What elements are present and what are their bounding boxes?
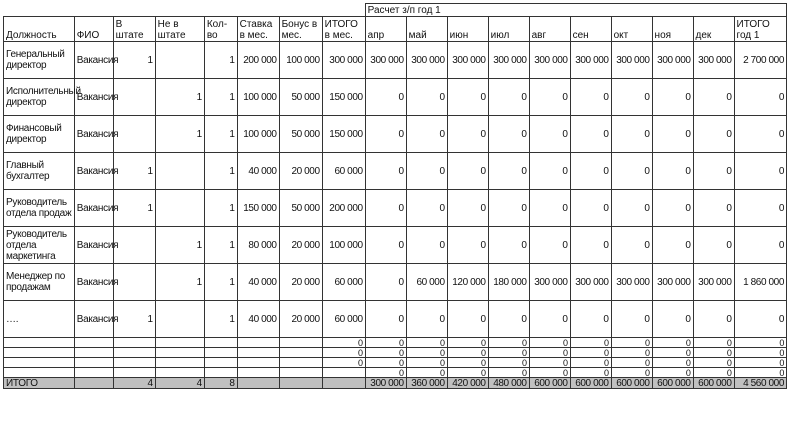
value-cell[interactable]: 0 — [406, 348, 447, 358]
value-cell[interactable]: 40 000 — [237, 264, 279, 301]
value-cell[interactable]: 300 000 — [488, 42, 529, 79]
name-cell[interactable]: Вакансия — [74, 190, 113, 227]
position-cell[interactable]: Исполнительный директор — [4, 79, 75, 116]
value-cell[interactable]: 50 000 — [279, 79, 322, 116]
column-header[interactable]: Не в штате — [155, 17, 204, 42]
value-cell[interactable]: 1 — [204, 153, 237, 190]
value-cell[interactable]: 0 — [447, 190, 488, 227]
value-cell[interactable]: 0 — [652, 358, 693, 368]
value-cell[interactable]: 0 — [611, 190, 652, 227]
value-cell[interactable]: 0 — [365, 338, 406, 348]
name-cell[interactable]: Вакансия — [74, 301, 113, 338]
name-cell[interactable]: Вакансия — [74, 116, 113, 153]
name-cell[interactable]: Вакансия — [74, 42, 113, 79]
total-cell[interactable] — [74, 378, 113, 389]
value-cell[interactable] — [113, 227, 155, 264]
total-cell[interactable] — [237, 378, 279, 389]
value-cell[interactable]: 0 — [652, 348, 693, 358]
value-cell[interactable]: 0 — [488, 338, 529, 348]
column-header[interactable]: апр — [365, 17, 406, 42]
value-cell[interactable] — [237, 358, 279, 368]
value-cell[interactable]: 0 — [611, 358, 652, 368]
value-cell[interactable] — [4, 358, 75, 368]
value-cell[interactable] — [74, 348, 113, 358]
value-cell[interactable]: 0 — [652, 301, 693, 338]
value-cell[interactable] — [155, 153, 204, 190]
value-cell[interactable]: 1 — [204, 190, 237, 227]
column-header[interactable]: ноя — [652, 17, 693, 42]
empty-row — [4, 348, 787, 358]
value-cell[interactable]: 0 — [488, 301, 529, 338]
value-cell[interactable]: 100 000 — [237, 79, 279, 116]
position-cell[interactable]: Менеджер по продажам — [4, 264, 75, 301]
empty-row — [4, 358, 787, 368]
value-cell[interactable]: 40 000 — [237, 153, 279, 190]
value-cell[interactable] — [113, 368, 155, 378]
table-row — [4, 227, 787, 264]
value-cell[interactable]: 0 — [365, 264, 406, 301]
value-cell[interactable]: 300 000 — [652, 42, 693, 79]
value-cell[interactable]: 0 — [652, 227, 693, 264]
name-cell[interactable]: Вакансия — [74, 153, 113, 190]
value-cell[interactable] — [74, 338, 113, 348]
column-header[interactable]: ИТОГО в мес. — [322, 17, 365, 42]
value-cell[interactable]: 0 — [365, 79, 406, 116]
value-cell[interactable]: 0 — [406, 301, 447, 338]
value-cell[interactable] — [237, 348, 279, 358]
value-cell[interactable]: 0 — [570, 348, 611, 358]
group-header-row — [4, 4, 787, 17]
column-header[interactable]: Должность — [4, 17, 75, 42]
total-cell[interactable]: 600 000 — [570, 378, 611, 389]
column-header[interactable]: В штате — [113, 17, 155, 42]
value-cell[interactable]: 0 — [406, 338, 447, 348]
total-cell[interactable]: 4 — [113, 378, 155, 389]
value-cell[interactable]: 0 — [447, 153, 488, 190]
value-cell[interactable]: 0 — [570, 227, 611, 264]
salary-table — [3, 3, 787, 389]
value-cell[interactable]: 0 — [611, 301, 652, 338]
value-cell[interactable]: 0 — [611, 348, 652, 358]
value-cell[interactable] — [155, 338, 204, 348]
value-cell[interactable]: 0 — [734, 153, 786, 190]
column-header-row — [4, 17, 787, 42]
value-cell[interactable]: 0 — [365, 368, 406, 378]
column-header[interactable]: июл — [488, 17, 529, 42]
value-cell[interactable]: 0 — [734, 227, 786, 264]
value-cell[interactable]: 0 — [570, 116, 611, 153]
position-cell[interactable]: Главный бухгалтер — [4, 153, 75, 190]
value-cell[interactable]: 100 000 — [237, 116, 279, 153]
name-cell[interactable]: Вакансия — [74, 264, 113, 301]
total-cell[interactable]: 600 000 — [652, 378, 693, 389]
value-cell[interactable]: 0 — [611, 368, 652, 378]
column-header[interactable]: ИТОГО год 1 — [734, 17, 786, 42]
value-cell[interactable] — [113, 348, 155, 358]
name-cell[interactable]: Вакансия — [74, 227, 113, 264]
total-cell[interactable]: 300 000 — [365, 378, 406, 389]
value-cell[interactable]: 150 000 — [322, 116, 365, 153]
value-cell[interactable]: 50 000 — [279, 116, 322, 153]
value-cell[interactable]: 0 — [529, 338, 570, 348]
position-cell[interactable]: Генеральный директор — [4, 42, 75, 79]
value-cell[interactable]: 0 — [652, 338, 693, 348]
value-cell[interactable]: 0 — [322, 348, 365, 358]
value-cell[interactable]: 1 — [155, 264, 204, 301]
value-cell[interactable]: 300 000 — [570, 264, 611, 301]
value-cell[interactable]: 0 — [652, 79, 693, 116]
value-cell[interactable] — [204, 358, 237, 368]
value-cell[interactable] — [155, 368, 204, 378]
value-cell[interactable]: 0 — [734, 190, 786, 227]
value-cell[interactable]: 0 — [529, 190, 570, 227]
value-cell[interactable]: 0 — [734, 116, 786, 153]
position-cell[interactable]: Руководитель отдела продаж — [4, 190, 75, 227]
value-cell[interactable]: 0 — [447, 79, 488, 116]
salary-sheet — [3, 3, 787, 389]
value-cell[interactable] — [279, 338, 322, 348]
column-header[interactable]: ФИО — [74, 17, 113, 42]
value-cell[interactable]: 300 000 — [652, 264, 693, 301]
value-cell[interactable]: 0 — [570, 190, 611, 227]
value-cell[interactable]: 0 — [488, 190, 529, 227]
column-header[interactable]: июн — [447, 17, 488, 42]
table-row — [4, 264, 787, 301]
table-row — [4, 301, 787, 338]
value-cell[interactable]: 0 — [488, 348, 529, 358]
value-cell[interactable] — [113, 358, 155, 368]
value-cell[interactable]: 0 — [570, 79, 611, 116]
value-cell[interactable]: 0 — [611, 338, 652, 348]
value-cell[interactable] — [279, 358, 322, 368]
value-cell[interactable]: 300 000 — [365, 42, 406, 79]
value-cell[interactable] — [113, 116, 155, 153]
value-cell[interactable]: 0 — [570, 301, 611, 338]
value-cell[interactable]: 0 — [529, 116, 570, 153]
total-cell[interactable] — [322, 378, 365, 389]
value-cell[interactable]: 0 — [406, 79, 447, 116]
value-cell[interactable]: 60 000 — [322, 264, 365, 301]
value-cell[interactable]: 0 — [447, 338, 488, 348]
value-cell[interactable]: 0 — [447, 348, 488, 358]
value-cell[interactable]: 1 — [204, 79, 237, 116]
value-cell[interactable] — [113, 264, 155, 301]
value-cell[interactable] — [237, 368, 279, 378]
value-cell[interactable]: 1 — [155, 79, 204, 116]
value-cell[interactable]: 200 000 — [322, 190, 365, 227]
value-cell[interactable]: 300 000 — [529, 42, 570, 79]
value-cell[interactable]: 0 — [693, 190, 734, 227]
table-row — [4, 190, 787, 227]
value-cell[interactable] — [155, 348, 204, 358]
value-cell[interactable] — [322, 368, 365, 378]
value-cell[interactable]: 0 — [570, 368, 611, 378]
column-header[interactable]: май — [406, 17, 447, 42]
value-cell[interactable]: 40 000 — [237, 301, 279, 338]
value-cell[interactable]: 1 — [204, 42, 237, 79]
value-cell[interactable] — [279, 348, 322, 358]
value-cell[interactable]: 0 — [365, 153, 406, 190]
column-header[interactable]: дек — [693, 17, 734, 42]
value-cell[interactable] — [4, 368, 75, 378]
value-cell[interactable]: 60 000 — [322, 301, 365, 338]
value-cell[interactable]: 0 — [365, 358, 406, 368]
total-row — [4, 378, 787, 389]
value-cell[interactable]: 20 000 — [279, 153, 322, 190]
value-cell[interactable]: 0 — [529, 79, 570, 116]
value-cell[interactable] — [204, 368, 237, 378]
column-header[interactable]: авг — [529, 17, 570, 42]
value-cell[interactable]: 1 — [155, 116, 204, 153]
value-cell[interactable]: 0 — [406, 190, 447, 227]
value-cell[interactable]: 0 — [406, 116, 447, 153]
total-cell[interactable] — [279, 378, 322, 389]
value-cell[interactable]: 300 000 — [406, 42, 447, 79]
position-cell[interactable]: Финансовый директор — [4, 116, 75, 153]
value-cell[interactable] — [155, 42, 204, 79]
value-cell[interactable]: 0 — [529, 153, 570, 190]
value-cell[interactable]: 0 — [570, 358, 611, 368]
value-cell[interactable]: 0 — [734, 338, 786, 348]
value-cell[interactable]: 1 — [155, 227, 204, 264]
value-cell[interactable]: 0 — [365, 348, 406, 358]
group-header-blank — [4, 4, 366, 17]
value-cell[interactable]: 1 — [204, 227, 237, 264]
value-cell[interactable]: 1 — [113, 42, 155, 79]
value-cell[interactable]: 300 000 — [611, 42, 652, 79]
value-cell[interactable]: 0 — [488, 116, 529, 153]
value-cell[interactable]: 20 000 — [279, 301, 322, 338]
value-cell[interactable] — [74, 368, 113, 378]
value-cell[interactable]: 0 — [488, 368, 529, 378]
total-cell[interactable]: 600 000 — [529, 378, 570, 389]
table-row — [4, 42, 787, 79]
column-header[interactable]: Ставка в мес. — [237, 17, 279, 42]
value-cell[interactable]: 120 000 — [447, 264, 488, 301]
value-cell[interactable]: 0 — [693, 116, 734, 153]
total-cell[interactable]: 480 000 — [488, 378, 529, 389]
value-cell[interactable] — [74, 358, 113, 368]
value-cell[interactable]: 0 — [734, 348, 786, 358]
value-cell[interactable] — [113, 338, 155, 348]
value-cell[interactable]: 0 — [611, 116, 652, 153]
column-header[interactable]: Кол-во — [204, 17, 237, 42]
value-cell[interactable]: 0 — [693, 338, 734, 348]
column-header[interactable]: Бонус в мес. — [279, 17, 322, 42]
value-cell[interactable]: 0 — [652, 190, 693, 227]
total-cell[interactable]: 4 560 000 — [734, 378, 786, 389]
value-cell[interactable]: 0 — [529, 301, 570, 338]
value-cell[interactable]: 20 000 — [279, 264, 322, 301]
value-cell[interactable] — [279, 368, 322, 378]
value-cell[interactable]: 0 — [693, 368, 734, 378]
value-cell[interactable]: 0 — [611, 153, 652, 190]
value-cell[interactable]: 180 000 — [488, 264, 529, 301]
value-cell[interactable]: 0 — [406, 368, 447, 378]
value-cell[interactable]: 50 000 — [279, 190, 322, 227]
value-cell[interactable]: 1 — [113, 190, 155, 227]
total-cell[interactable]: 420 000 — [447, 378, 488, 389]
value-cell[interactable]: 0 — [734, 79, 786, 116]
value-cell[interactable]: 0 — [693, 301, 734, 338]
value-cell[interactable]: 300 000 — [570, 42, 611, 79]
value-cell[interactable]: 1 — [204, 116, 237, 153]
value-cell[interactable]: 0 — [488, 79, 529, 116]
value-cell[interactable]: 0 — [365, 301, 406, 338]
value-cell[interactable]: 0 — [529, 227, 570, 264]
value-cell[interactable]: 150 000 — [322, 79, 365, 116]
value-cell[interactable]: 0 — [693, 348, 734, 358]
value-cell[interactable]: 0 — [693, 79, 734, 116]
value-cell[interactable]: 150 000 — [237, 190, 279, 227]
value-cell[interactable]: 100 000 — [322, 227, 365, 264]
value-cell[interactable]: 0 — [734, 368, 786, 378]
value-cell[interactable]: 300 000 — [322, 42, 365, 79]
value-cell[interactable]: 0 — [488, 227, 529, 264]
value-cell[interactable]: 300 000 — [693, 42, 734, 79]
value-cell[interactable] — [113, 79, 155, 116]
value-cell[interactable]: 80 000 — [237, 227, 279, 264]
value-cell[interactable] — [155, 190, 204, 227]
total-cell[interactable]: 600 000 — [611, 378, 652, 389]
value-cell[interactable] — [204, 338, 237, 348]
value-cell[interactable]: 0 — [488, 358, 529, 368]
empty-row — [4, 338, 787, 348]
value-cell[interactable]: 100 000 — [279, 42, 322, 79]
value-cell[interactable]: 0 — [488, 153, 529, 190]
group-header-title[interactable]: Расчет з/п год 1 — [365, 4, 786, 17]
value-cell[interactable]: 0 — [365, 116, 406, 153]
value-cell[interactable]: 0 — [652, 153, 693, 190]
value-cell[interactable]: 0 — [693, 153, 734, 190]
value-cell[interactable]: 0 — [406, 227, 447, 264]
value-cell[interactable]: 60 000 — [322, 153, 365, 190]
value-cell[interactable]: 1 — [204, 301, 237, 338]
value-cell[interactable] — [237, 338, 279, 348]
total-cell[interactable]: 4 — [155, 378, 204, 389]
value-cell[interactable]: 300 000 — [447, 42, 488, 79]
value-cell[interactable]: 1 — [113, 153, 155, 190]
value-cell[interactable]: 1 860 000 — [734, 264, 786, 301]
value-cell[interactable]: 0 — [611, 79, 652, 116]
value-cell[interactable]: 0 — [693, 358, 734, 368]
value-cell[interactable]: 0 — [693, 227, 734, 264]
value-cell[interactable]: 0 — [652, 368, 693, 378]
value-cell[interactable]: 0 — [365, 227, 406, 264]
value-cell[interactable] — [155, 358, 204, 368]
value-cell[interactable]: 0 — [529, 358, 570, 368]
value-cell[interactable]: 0 — [570, 153, 611, 190]
table-row — [4, 116, 787, 153]
value-cell[interactable]: 300 000 — [611, 264, 652, 301]
value-cell[interactable]: 0 — [322, 338, 365, 348]
value-cell[interactable]: 0 — [611, 227, 652, 264]
name-cell[interactable]: Вакансия — [74, 79, 113, 116]
value-cell[interactable]: 0 — [734, 301, 786, 338]
value-cell[interactable] — [4, 338, 75, 348]
value-cell[interactable]: 200 000 — [237, 42, 279, 79]
value-cell[interactable]: 2 700 000 — [734, 42, 786, 79]
value-cell[interactable]: 1 — [113, 301, 155, 338]
value-cell[interactable]: 0 — [406, 153, 447, 190]
position-cell[interactable]: Руководитель отдела маркетинга — [4, 227, 75, 264]
value-cell[interactable]: 0 — [734, 358, 786, 368]
value-cell[interactable]: 0 — [406, 358, 447, 368]
total-cell[interactable]: 8 — [204, 378, 237, 389]
value-cell[interactable]: 0 — [447, 368, 488, 378]
value-cell[interactable]: 0 — [447, 227, 488, 264]
value-cell[interactable]: 60 000 — [406, 264, 447, 301]
value-cell[interactable]: 300 000 — [529, 264, 570, 301]
empty-row — [4, 368, 787, 378]
column-header[interactable]: окт — [611, 17, 652, 42]
table-row — [4, 79, 787, 116]
table-row — [4, 153, 787, 190]
value-cell[interactable]: 0 — [652, 116, 693, 153]
total-cell[interactable]: 360 000 — [406, 378, 447, 389]
value-cell[interactable]: 0 — [447, 358, 488, 368]
value-cell[interactable]: 1 — [204, 264, 237, 301]
value-cell[interactable]: 20 000 — [279, 227, 322, 264]
total-cell[interactable]: 600 000 — [693, 378, 734, 389]
value-cell[interactable]: 0 — [365, 190, 406, 227]
value-cell[interactable]: 0 — [570, 338, 611, 348]
position-cell[interactable]: …. — [4, 301, 75, 338]
total-label[interactable]: ИТОГО — [4, 378, 75, 389]
value-cell[interactable]: 0 — [447, 116, 488, 153]
value-cell[interactable]: 300 000 — [693, 264, 734, 301]
column-header[interactable]: сен — [570, 17, 611, 42]
value-cell[interactable] — [204, 348, 237, 358]
value-cell[interactable] — [4, 348, 75, 358]
value-cell[interactable]: 0 — [529, 348, 570, 358]
value-cell[interactable] — [155, 301, 204, 338]
value-cell[interactable]: 0 — [529, 368, 570, 378]
value-cell[interactable]: 0 — [447, 301, 488, 338]
value-cell[interactable]: 0 — [322, 358, 365, 368]
